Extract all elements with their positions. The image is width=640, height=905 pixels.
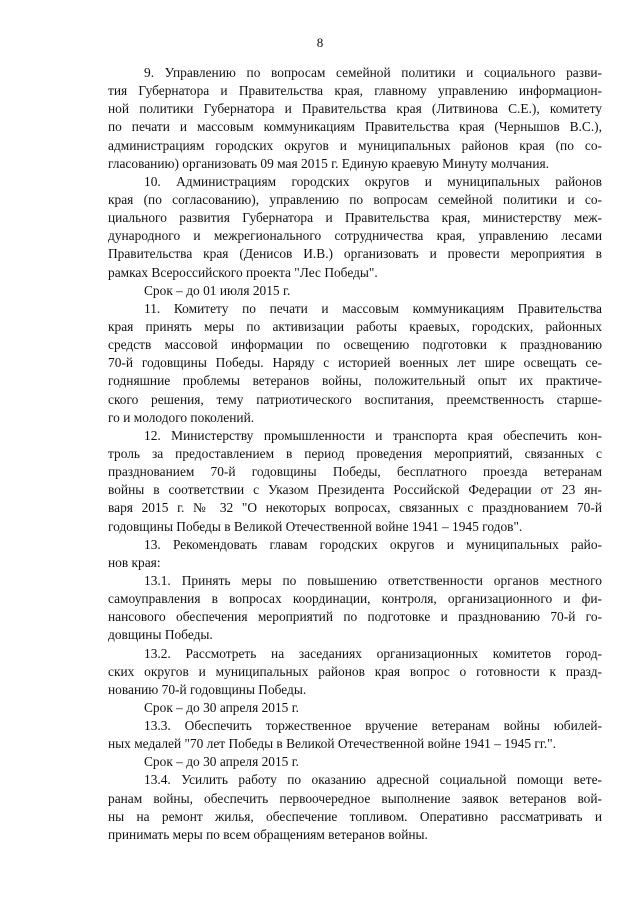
text-line: нов края: xyxy=(108,554,161,570)
text-line: ранам войны, обеспечить первоочередное выполнение заявок ветеранов вой- xyxy=(108,790,602,806)
text-line: края принять меры по активизации работы краевых, городских, районных xyxy=(108,318,602,334)
text-line: годовщины Победы в Великой Отечественной войне 1941 – 1945 годов". xyxy=(108,518,523,534)
text-line: 11. Комитету по печати и массовым коммуникациям Правительства xyxy=(144,300,602,316)
text-line: Срок – до 30 апреля 2015 г. xyxy=(144,754,300,770)
paragraph-p13-2-deadline xyxy=(108,699,602,717)
page-number: 8 xyxy=(316,35,324,50)
text-line: гласованию) организовать 09 мая 2015 г. Единую краевую Минуту молчания. xyxy=(108,155,550,171)
text-line: по печати и массовым коммуникациям Правительства края (Чернышов В.С.), xyxy=(108,119,602,135)
text-line: рамках Всероссийского проекта "Лес Победы". xyxy=(108,264,378,280)
text-line: тия Губернатора и Правительства края, главному управлению информацион- xyxy=(108,83,602,99)
paragraph-p9 xyxy=(108,64,602,173)
text-line: 13.2. Рассмотреть на заседаниях организационных комитетов город- xyxy=(144,645,602,661)
paragraph-p13-1 xyxy=(108,572,602,645)
text-line: 9. Управлению по вопросам семейной политики и социального разви- xyxy=(144,65,602,80)
paragraph-p12 xyxy=(108,427,602,536)
text-line: 10. Администрациям городских округов и муниципальных районов xyxy=(144,173,602,189)
document-body xyxy=(108,64,602,844)
text-line: нованию 70-й годовщины Победы. xyxy=(108,681,307,697)
text-line: самоуправления в вопросах координации, контроля, организационного и фи- xyxy=(108,591,602,607)
text-line: довщины Победы. xyxy=(108,627,213,643)
text-line: войны в соответствии с Указом Президента Российской Федерации от 23 ян- xyxy=(108,482,602,498)
text-line: 13.1. Принять меры по повышению ответственности органов местного xyxy=(144,572,602,588)
text-line: администрациям городских округов и муниципальных районов края (по со- xyxy=(108,137,602,153)
text-line: 70-й годовщины Победы. Наряду с историей военных лет шире освещать се- xyxy=(108,355,602,371)
text-line: годняшние проблемы ветеранов войны, положительный опыт их практиче- xyxy=(108,373,602,389)
text-line: 13.4. Усилить работу по оказанию адресной социальной помощи вете- xyxy=(144,772,602,788)
text-line: ных медалей "70 лет Победы в Великой Отечественной войне 1941 – 1945 гг.". xyxy=(108,736,556,752)
text-line: Срок – до 30 апреля 2015 г. xyxy=(144,699,300,715)
paragraph-p11 xyxy=(108,300,602,427)
paragraph-p10 xyxy=(108,173,602,282)
paragraph-p13-4 xyxy=(108,771,602,844)
text-line: троль за предоставлением в период проведения мероприятий, связанных с xyxy=(108,445,602,461)
text-line: принимать меры по всем обращениям ветеранов войны. xyxy=(108,826,428,842)
text-line: нансового обеспечения мероприятий по подготовке и празднованию 70-й го- xyxy=(108,609,602,625)
text-line: Срок – до 01 июля 2015 г. xyxy=(144,282,291,298)
text-line: Правительства края (Денисов И.В.) организовать и провести мероприятия в xyxy=(108,246,602,262)
text-line: ского решения, тему патриотического воспитания, преемственность старше- xyxy=(108,391,602,407)
text-line: 13. Рекомендовать главам городских округов и муниципальных райо- xyxy=(144,536,602,552)
text-line: 13.3. Обеспечить торжественное вручение ветеранам войны юбилей- xyxy=(144,718,602,734)
text-line: празднованием 70-й годовщины Победы, бесплатного проезда ветеранам xyxy=(108,464,602,480)
text-line: варя 2015 г. № 32 "О некоторых вопросах, связанных с празднованием 70-й xyxy=(108,500,602,516)
text-line: ских округов и муниципальных районов края вопрос о готовности к празд- xyxy=(108,663,602,679)
text-line: циального развития Губернатора и Правительства края, министерству меж- xyxy=(108,210,602,226)
text-line: ны на ремонт жилья, обеспечение топливом. Оперативно рассматривать и xyxy=(108,808,602,824)
text-line: края (по согласованию), управлению по вопросам семейной политики и со- xyxy=(108,191,602,207)
text-line: дународного и межрегионального сотрудничества края, управлению лесами xyxy=(108,228,602,244)
paragraph-p13-3 xyxy=(108,717,602,753)
paragraph-p13 xyxy=(108,536,602,572)
paragraph-p10-deadline xyxy=(108,282,602,300)
paragraph-p13-2 xyxy=(108,645,602,699)
text-line: средств массовой информации по освещению подготовки к празднованию xyxy=(108,337,602,353)
text-line: го и молодого поколений. xyxy=(108,409,255,425)
paragraph-p13-3-deadline xyxy=(108,753,602,771)
text-line: 12. Министерству промышленности и транспорта края обеспечить кон- xyxy=(144,427,602,443)
text-line: ной политики Губернатора и Правительства края (Литвинова С.Е.), комитету xyxy=(108,101,602,117)
